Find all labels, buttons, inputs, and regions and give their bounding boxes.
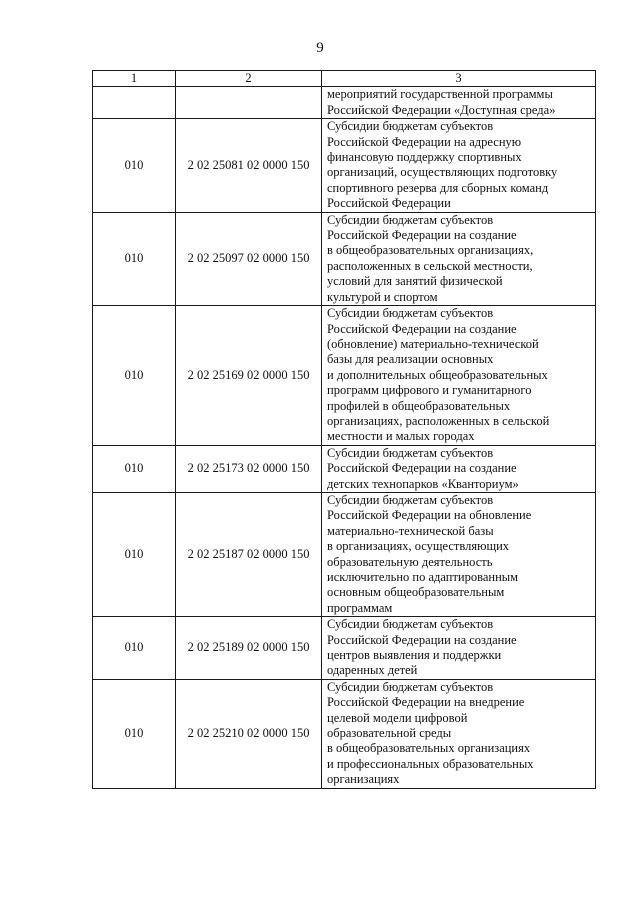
budget-code-cell: 2 02 25187 02 0000 150: [176, 492, 322, 616]
revenue-name-line: финансовую поддержку спортивных: [327, 150, 522, 165]
admin-code-cell: 010: [93, 617, 176, 680]
revenue-name-line: Российской Федерации на адресную: [327, 134, 522, 149]
revenue-name-cell: [322, 445, 596, 492]
revenue-name-line: образовательной среды: [327, 726, 452, 741]
revenue-name-line: организациях: [327, 772, 400, 787]
revenue-name-line: (обновление) материально-технической: [327, 336, 539, 351]
page-number: 9: [316, 40, 324, 56]
revenue-name-line: Российской Федерации «Доступная среда»: [327, 102, 556, 117]
revenue-name-line: Российской Федерации на внедрение: [327, 695, 525, 710]
revenue-name-line: Субсидии бюджетам субъектов: [327, 306, 494, 321]
revenue-name-line: целевой модели цифровой: [327, 710, 468, 725]
revenue-name-line: базы для реализации основных: [327, 352, 494, 367]
revenue-name-line: Российской Федерации на создание: [327, 632, 517, 647]
revenue-name-cell: [322, 306, 596, 446]
revenue-name-line: одаренных детей: [327, 663, 418, 678]
column-header-3: 3: [322, 71, 596, 87]
revenue-name-cell: [322, 87, 596, 119]
revenue-name-line: организациях, расположенных в сельской: [327, 413, 550, 428]
revenue-name-line: профилей в общеобразовательных: [327, 398, 511, 413]
revenue-name-line: в общеобразовательных организациях: [327, 741, 531, 756]
revenue-name-line: организаций, осуществляющих подготовку: [327, 165, 558, 180]
revenue-name-cell: [322, 617, 596, 680]
admin-code-cell: 010: [93, 679, 176, 788]
revenue-name-line: материально-технической базы: [327, 523, 494, 538]
budget-code-cell: 2 02 25210 02 0000 150: [176, 679, 322, 788]
revenue-name-line: и профессиональных образовательных: [327, 756, 534, 771]
revenue-name-line: Российской Федерации: [327, 196, 451, 211]
budget-code-cell: 2 02 25189 02 0000 150: [176, 617, 322, 680]
revenue-name-line: Субсидии бюджетам субъектов: [327, 445, 494, 460]
revenue-name-line: образовательную деятельность: [327, 554, 493, 569]
admin-code-cell: [93, 87, 176, 119]
budget-code-cell: 2 02 25173 02 0000 150: [176, 445, 322, 492]
revenue-name-cell: [322, 212, 596, 305]
table-row: [93, 87, 596, 119]
revenue-name-line: Субсидии бюджетам субъектов: [327, 679, 494, 694]
revenue-name-line: Российской Федерации на создание: [327, 461, 517, 476]
revenue-name-line: Российской Федерации на обновление: [327, 508, 532, 523]
table-header-row: [93, 71, 596, 87]
table-row: [93, 492, 596, 616]
revenue-name-line: Субсидии бюджетам субъектов: [327, 212, 494, 227]
admin-code-cell: 010: [93, 306, 176, 446]
table-row: [93, 212, 596, 305]
table-row: [93, 445, 596, 492]
table-row: [93, 617, 596, 680]
table-row: [93, 306, 596, 446]
revenue-name-line: исключительно по адаптированным: [327, 570, 519, 584]
column-header-2: 2: [176, 71, 322, 87]
revenue-name-line: основным общеобразовательным: [327, 585, 505, 600]
admin-code-cell: 010: [93, 492, 176, 616]
table-body: [93, 87, 596, 788]
revenue-name-line: программам: [327, 600, 393, 615]
budget-code-cell: 2 02 25169 02 0000 150: [176, 306, 322, 446]
revenue-name-line: спортивного резерва для сборных команд: [327, 180, 549, 195]
revenue-name-line: центров выявления и поддержки: [327, 648, 502, 663]
revenue-name-line: местности и малых городах: [327, 429, 475, 444]
revenue-name-line: Российской Федерации на создание: [327, 321, 517, 336]
budget-code-cell: [176, 87, 322, 119]
revenue-name-line: Субсидии бюджетам субъектов: [327, 492, 494, 507]
revenue-name-line: мероприятий государственной программы: [327, 87, 553, 102]
revenue-name-line: программ цифрового и гуманитарного: [327, 383, 532, 398]
budget-code-cell: 2 02 25097 02 0000 150: [176, 212, 322, 305]
revenue-name-line: Российской Федерации на создание: [327, 228, 517, 243]
revenue-name-line: культурой и спортом: [327, 289, 438, 304]
revenue-name-line: условий для занятий физической: [327, 274, 503, 289]
budget-code-cell: 2 02 25081 02 0000 150: [176, 119, 322, 212]
revenue-name-line: детских технопарков «Кванториум»: [327, 476, 519, 491]
budget-classification-table: [92, 70, 596, 789]
revenue-name-line: Субсидии бюджетам субъектов: [327, 617, 494, 632]
table-row: [93, 679, 596, 788]
table-row: [93, 119, 596, 212]
column-header-1: 1: [93, 71, 176, 87]
admin-code-cell: 010: [93, 212, 176, 305]
revenue-name-line: и дополнительных общеобразовательных: [327, 367, 548, 382]
revenue-name-line: в организациях, осуществляющих: [327, 539, 510, 554]
revenue-name-cell: [322, 119, 596, 212]
admin-code-cell: 010: [93, 119, 176, 212]
revenue-name-line: расположенных в сельской местности,: [327, 258, 533, 273]
revenue-name-cell: [322, 492, 596, 616]
revenue-name-line: Субсидии бюджетам субъектов: [327, 119, 494, 134]
admin-code-cell: 010: [93, 445, 176, 492]
revenue-name-cell: [322, 679, 596, 788]
revenue-name-line: в общеобразовательных организациях,: [327, 243, 534, 258]
